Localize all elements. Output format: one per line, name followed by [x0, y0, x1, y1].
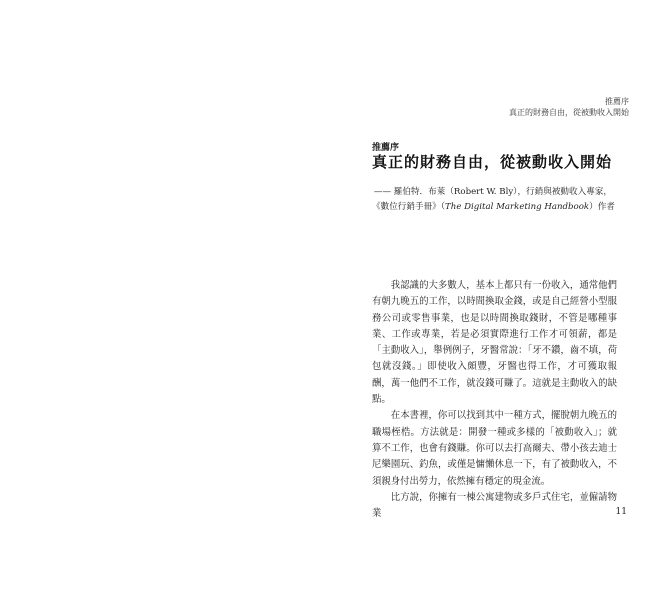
running-head [509, 96, 629, 118]
byline-book [372, 200, 615, 214]
body-text [372, 278, 617, 522]
running-head-title: 真正的財務自由，從被動收入開始 [509, 108, 629, 117]
paragraph: 我認識的大多數人，基本上都只有一份收入，通常他們有朝九晚五的工作，以時間換取金錢，或是自己經營小型服務公司或零售事業，也是以時間換取錢財，不管是哪種事業、工作或專業，若是必須實際進行工作才可領薪，都是「主動收入」，舉例例子，牙醫常說：「牙不鑽，齒不填，荷包就沒錢。」即使收入頗豐，牙醫也得工作，才可獲取報酬，萬一他們不工作，就沒錢可賺了。這就是主動收入的缺點。 [372, 280, 617, 406]
paragraph: 比方說，你擁有一棟公寓建物或多戶式住宅，並僱請物業 [372, 491, 617, 520]
page-number: 11 [615, 507, 627, 517]
byline-author-text: —— 羅伯特．布萊（Robert W. Bly），行銷與被動收入專家， [373, 187, 612, 197]
running-head-section: 推薦序 [605, 97, 629, 106]
byline-book-post: ）作者 [589, 202, 615, 212]
byline-book-title: The Digital Marketing Handbook [445, 202, 590, 212]
page-title: 真正的財務自由，從被動收入開始 [372, 153, 613, 171]
byline-author [372, 185, 612, 199]
paragraph: 在本書裡，你可以找到其中一種方式，擺脫朝九晚五的職場桎梏。方法就是：開發一種或多樣的「被動收入」；就算不工作，也會有錢賺。你可以去打高爾夫、帶小孩去迪士尼樂園玩、釣魚，或僅是慵懶休息一下，有了被動收入，不須親身付出勞力，依然擁有穩定的現金流。 [372, 410, 617, 487]
section-label: 推薦序 [372, 143, 400, 153]
byline-book-pre: 《數位行銷手冊》（ [372, 202, 446, 212]
